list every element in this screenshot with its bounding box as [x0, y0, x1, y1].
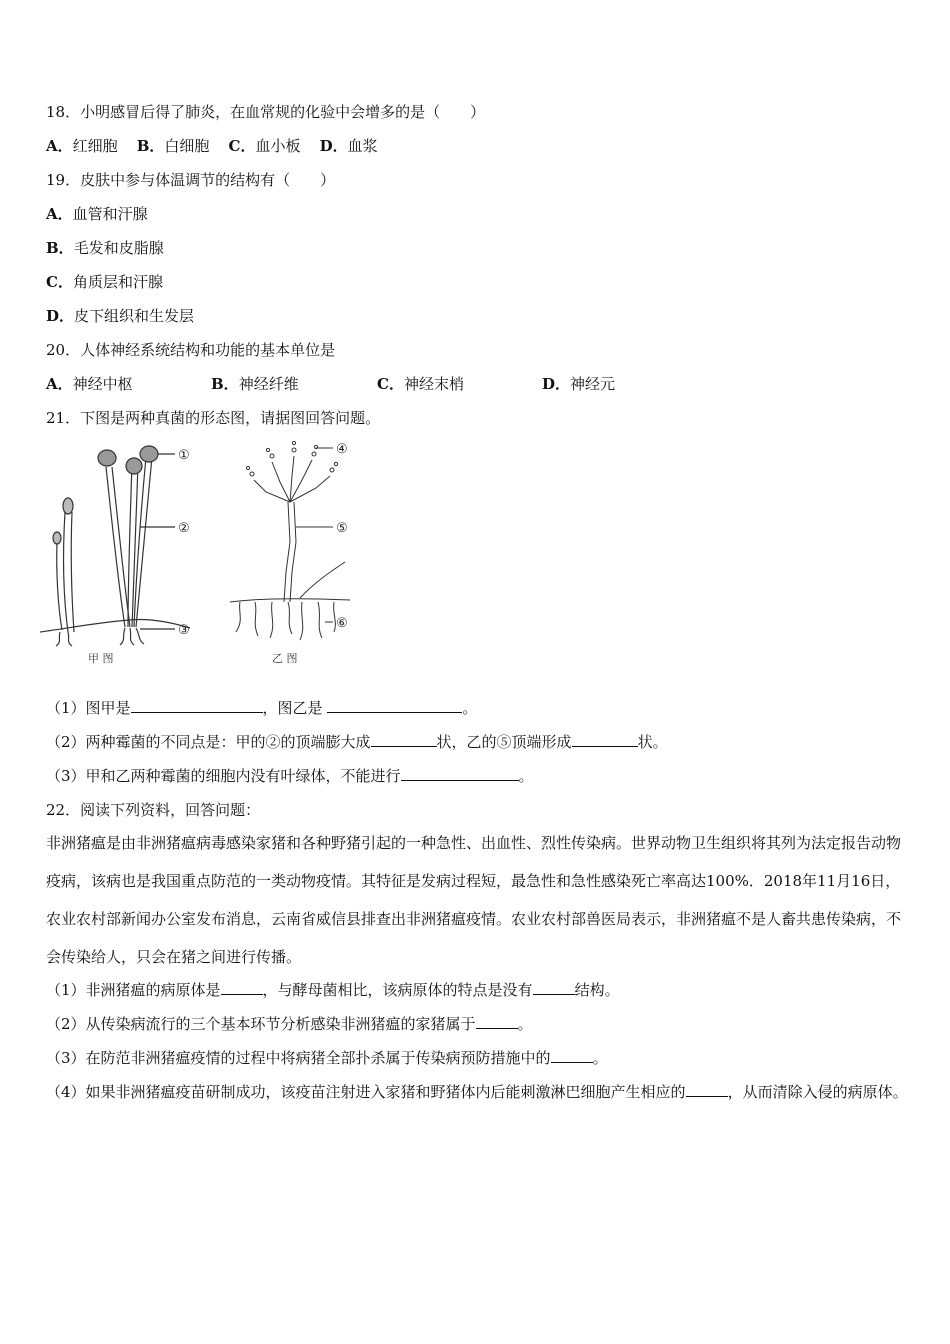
q20-option-a: 神经中枢 — [72, 375, 133, 393]
q18-option-b: 白细胞 — [164, 137, 210, 155]
q21-sub1 — [46, 698, 477, 718]
q18-option-d-letter: D． — [319, 137, 348, 155]
q22-passage: 非洲猪瘟是由非洲猪瘟病毒感染家猪和各种野猪引起的一种急性、出血性、烈性传染病。世界动物卫生组织将其列为法定报告动物疫病，该病也是我国重点防范的一类动物疫情。其特征是发病过程短，最急性和急性感染死亡率高达100%．2018年11月16日，农业农村部新闻办公室发布消息，云南省威信县排查出非洲猪瘟疫情。农业农村部兽医局表示，非洲猪瘟不是人畜共患传染病，不会传染给人，只会在猪之间进行传播。 — [46, 834, 902, 966]
q22-sub2-part-b: 。 — [517, 1015, 533, 1033]
q22-sub4-part-b: ，从而清除入侵的病原体。 — [727, 1083, 908, 1101]
caption-left: 甲 图 — [88, 652, 114, 665]
label-4: ④ — [336, 442, 348, 457]
q19-option-a-row — [46, 204, 148, 224]
q21-sub2-blank-1[interactable] — [371, 732, 437, 747]
q21-sub2-blank-2[interactable] — [572, 732, 638, 747]
q18-options — [46, 136, 378, 156]
q18-option-b-letter: B． — [136, 137, 165, 155]
mucor-illustration — [40, 446, 190, 646]
q21-sub2-part-b: 状，乙的⑤顶端形成 — [436, 733, 572, 751]
q19-option-c: 角质层和汗腺 — [72, 273, 163, 291]
q21-sub2 — [46, 732, 668, 752]
label-3: ③ — [178, 623, 190, 638]
penicillium-illustration — [230, 441, 350, 640]
q22-sub3-blank[interactable] — [551, 1048, 593, 1063]
q20-option-d: 神经元 — [570, 375, 616, 393]
q20-stem: 20．人体神经系统结构和功能的基本单位是 — [46, 341, 336, 359]
q19-option-b-row — [46, 238, 164, 258]
label-1: ① — [178, 448, 190, 463]
q20-option-c: 神经末梢 — [403, 375, 464, 393]
q18-option-a-letter: A． — [46, 137, 73, 155]
q19-option-a-letter: A． — [46, 205, 73, 223]
q19-option-c-row — [46, 272, 163, 292]
q22-sub1-part-b: ，与酵母菌相比，该病原体的特点是没有 — [262, 981, 533, 999]
q18-option-d: 血浆 — [347, 137, 378, 155]
q21-sub1-part-b: ，图乙是 — [262, 699, 323, 717]
label-6: ⑥ — [336, 616, 348, 631]
q19-option-a: 血管和汗腺 — [72, 205, 148, 223]
q22-stem: 22．阅读下列资料，回答问题： — [46, 801, 261, 819]
q22-sub4-part-a: （4）如果非洲猪瘟疫苗研制成功，该疫苗注射进入家猪和野猪体内后能刺激淋巴细胞产生相应的 — [46, 1083, 686, 1101]
q20-option-b-letter: B． — [211, 375, 239, 393]
q20-option-d-letter: D． — [542, 375, 571, 393]
q21-sub1-blank-2[interactable] — [327, 698, 462, 713]
label-2: ② — [178, 521, 190, 536]
q21-sub2-part-a: （2）两种霉菌的不同点是：甲的②的顶端膨大成 — [46, 733, 371, 751]
caption-right: 乙 图 — [272, 652, 298, 665]
q22-sub1-part-c: 结构。 — [574, 981, 620, 999]
q19-option-d-row — [46, 306, 194, 326]
q21-sub1-blank-1[interactable] — [131, 698, 263, 713]
fungi-figure — [40, 432, 380, 672]
q18-option-c-letter: C． — [228, 137, 256, 155]
q21-sub3-blank[interactable] — [401, 766, 519, 781]
q22-sub4-blank[interactable] — [686, 1082, 728, 1097]
q22-sub2 — [46, 1014, 533, 1034]
q18-option-c: 血小板 — [255, 137, 301, 155]
q22-sub1-part-a: （1）非洲猪瘟的病原体是 — [46, 981, 221, 999]
q21-sub3 — [46, 766, 534, 786]
q22-sub2-part-a: （2）从传染病流行的三个基本环节分析感染非洲猪瘟的家猪属于 — [46, 1015, 476, 1033]
q22-sub2-blank[interactable] — [476, 1014, 518, 1029]
q22-sub3 — [46, 1048, 608, 1068]
q21-sub1-part-c: 。 — [462, 699, 478, 717]
q19-option-d: 皮下组织和生发层 — [74, 307, 195, 325]
q22-sub1-blank-1[interactable] — [221, 980, 263, 995]
q21-sub3-part-a: （3）甲和乙两种霉菌的细胞内没有叶绿体，不能进行 — [46, 767, 401, 785]
q18-stem: 18．小明感冒后得了肺炎，在血常规的化验中会增多的是（ ） — [46, 103, 486, 121]
q22-sub3-part-a: （3）在防范非洲猪瘟疫情的过程中将病猪全部扑杀属于传染病预防措施中的 — [46, 1049, 551, 1067]
q21-stem: 21．下图是两种真菌的形态图，请据图回答问题。 — [46, 409, 381, 427]
q20-option-c-letter: C． — [377, 375, 404, 393]
q21-sub2-part-c: 状。 — [637, 733, 668, 751]
q22-sub1 — [46, 980, 620, 1000]
q21-sub1-part-a: （1）图甲是 — [46, 699, 131, 717]
q22-sub1-blank-2[interactable] — [533, 980, 575, 995]
q21-sub3-part-b: 。 — [518, 767, 534, 785]
q19-option-b-letter: B． — [46, 239, 74, 257]
q20-option-a-letter: A． — [46, 375, 73, 393]
label-5: ⑤ — [336, 521, 348, 536]
q18-option-a: 红细胞 — [72, 137, 118, 155]
q19-stem: 19．皮肤中参与体温调节的结构有（ ） — [46, 171, 336, 189]
q19-option-c-letter: C． — [46, 273, 73, 291]
q19-option-b: 毛发和皮脂腺 — [73, 239, 164, 257]
q20-option-b: 神经纤维 — [238, 375, 299, 393]
q19-option-d-letter: D． — [46, 307, 75, 325]
q22-sub3-part-b: 。 — [592, 1049, 608, 1067]
q22-sub4 — [46, 1073, 908, 1111]
